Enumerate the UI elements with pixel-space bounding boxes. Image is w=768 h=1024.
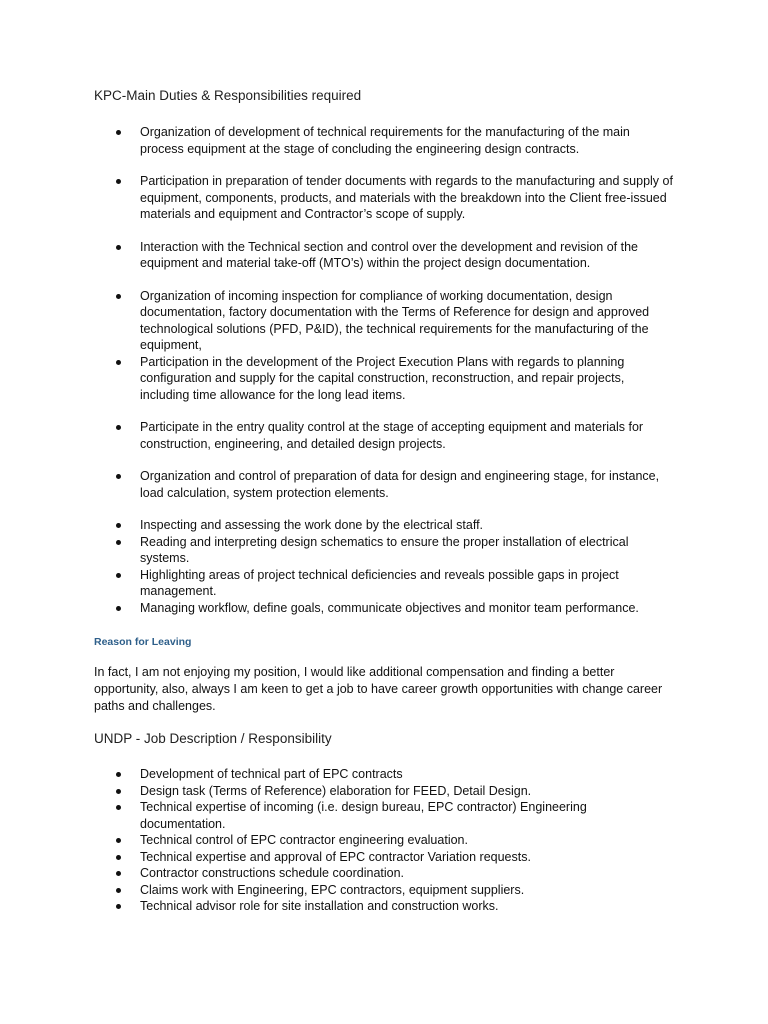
bullet-icon bbox=[116, 425, 121, 430]
list-item: Design task (Terms of Reference) elaboration for FEED, Detail Design. bbox=[0, 783, 675, 800]
bullet-icon bbox=[116, 130, 121, 135]
bullet-icon bbox=[116, 838, 121, 843]
list-item: Participate in the entry quality control at the stage of accepting equipment and materials for construction, engineering, and detailed design projects. bbox=[0, 419, 675, 452]
bullet-icon bbox=[116, 904, 121, 909]
bullet-icon bbox=[116, 474, 121, 479]
bullet-icon bbox=[116, 573, 121, 578]
bullet-icon bbox=[116, 871, 121, 876]
list-item: Technical advisor role for site installation and construction works. bbox=[0, 898, 675, 915]
kpc-duties-list bbox=[0, 124, 768, 616]
bullet-icon bbox=[116, 888, 121, 893]
list-item: Organization and control of preparation of data for design and engineering stage, for instance, load calculation, system protection elements. bbox=[0, 468, 675, 501]
bullet-icon bbox=[116, 523, 121, 528]
list-item: Inspecting and assessing the work done by the electrical staff. bbox=[0, 517, 675, 534]
list-item: Technical expertise and approval of EPC contractor Variation requests. bbox=[0, 849, 675, 866]
list-item: Technical expertise of incoming (i.e. design bureau, EPC contractor) Engineering documentation. bbox=[0, 799, 675, 832]
bullet-icon bbox=[116, 360, 121, 365]
list-item: Reading and interpreting design schematics to ensure the proper installation of electrical systems. bbox=[0, 534, 675, 567]
reason-heading: Reason for Leaving bbox=[94, 636, 192, 648]
list-item: Claims work with Engineering, EPC contractors, equipment suppliers. bbox=[0, 882, 675, 899]
bullet-icon bbox=[116, 772, 121, 777]
bullet-icon bbox=[116, 245, 121, 250]
bullet-icon bbox=[116, 294, 121, 299]
bullet-icon bbox=[116, 179, 121, 184]
bullet-icon bbox=[116, 855, 121, 860]
undp-duties-list bbox=[0, 766, 768, 915]
list-item: Contractor constructions schedule coordination. bbox=[0, 865, 675, 882]
list-item: Participation in the development of the Project Execution Plans with regards to planning configuration and supply for the capital construction, reconstruction, and repair projects, including time allowance for the long lead items. bbox=[0, 354, 675, 404]
bullet-icon bbox=[116, 805, 121, 810]
reason-paragraph: In fact, I am not enjoying my position, I would like additional compensation and finding a better opportunity, also, always I am keen to get a job to have career growth opportunities with change career paths and challenges. bbox=[94, 665, 663, 713]
list-item: Highlighting areas of project technical deficiencies and reveals possible gaps in project management. bbox=[0, 567, 675, 600]
undp-heading: UNDP - Job Description / Responsibility bbox=[94, 731, 332, 746]
list-item: Development of technical part of EPC contracts bbox=[0, 766, 675, 783]
bullet-icon bbox=[116, 540, 121, 545]
list-item: Interaction with the Technical section and control over the development and revision of the equipment and material take-off (MTO’s) within the project design documentation. bbox=[0, 239, 675, 272]
bullet-icon bbox=[116, 789, 121, 794]
list-item: Organization of development of technical requirements for the manufacturing of the main process equipment at the stage of concluding the engineering design contracts. bbox=[0, 124, 675, 157]
list-item: Organization of incoming inspection for compliance of working documentation, design documentation, factory documentation with the Terms of Reference for design and approved technological solutions (PFD, P&ID), the technical requirements for the manufacturing of the equipment, bbox=[0, 288, 675, 354]
kpc-heading: KPC-Main Duties & Responsibilities required bbox=[94, 88, 362, 103]
list-item: Technical control of EPC contractor engineering evaluation. bbox=[0, 832, 675, 849]
list-item: Managing workflow, define goals, communicate objectives and monitor team performance. bbox=[0, 600, 675, 617]
list-item: Participation in preparation of tender documents with regards to the manufacturing and supply of equipment, components, products, and materials with the breakdown into the Client free-issued materials and equipment and Contractor’s scope of supply. bbox=[0, 173, 675, 223]
bullet-icon bbox=[116, 606, 121, 611]
